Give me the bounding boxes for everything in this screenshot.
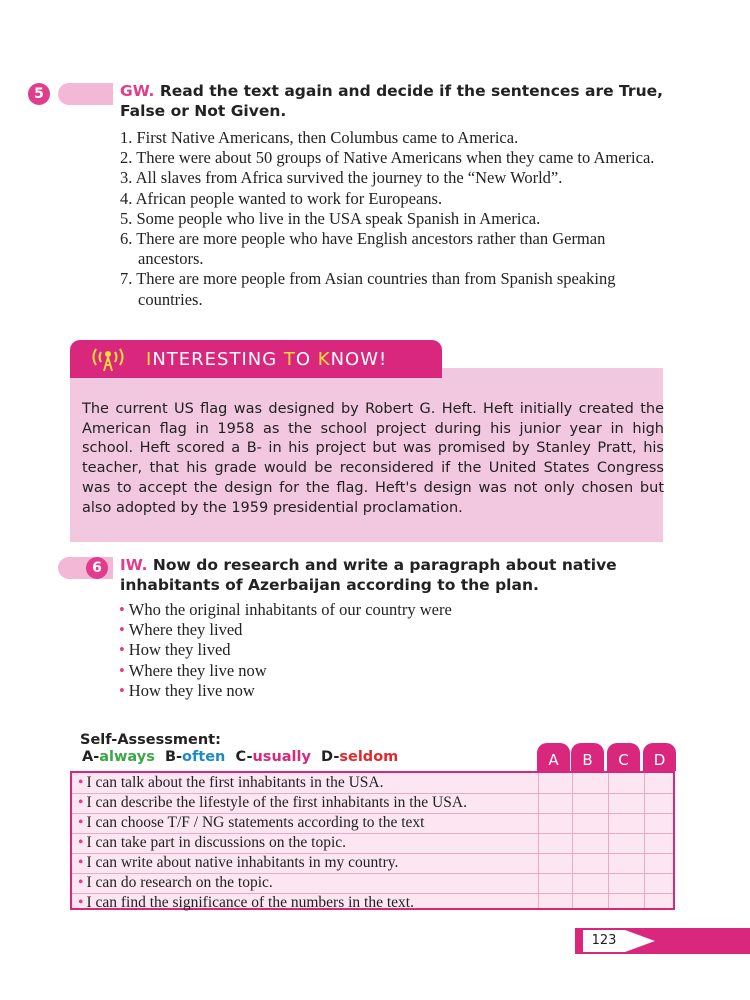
list-item: 3. All slaves from Africa survived the journey to the “New World”.	[120, 168, 563, 188]
exercise-5-instruction	[120, 81, 665, 121]
exercise-6-instruction	[120, 555, 665, 595]
list-item: 2. There were about 50 groups of Native Americans when they came to America.	[120, 148, 655, 168]
table-row: • I can describe the lifestyle of the first inhabitants in the USA.	[72, 793, 673, 814]
self-assessment-title: Self-Assessment:	[80, 732, 221, 748]
column-header-a: A	[537, 743, 570, 771]
list-item: • How they lived	[119, 640, 231, 660]
page-arrow	[625, 930, 655, 952]
list-item: 7. There are more people from Asian countries than from Spanish speaking countries.	[120, 269, 616, 309]
exercise-number: 5	[28, 83, 50, 105]
list-item: • Who the original inhabitants of our country were	[119, 600, 452, 619]
list-item: 4. African people wanted to work for Europeans.	[120, 188, 443, 208]
list-item: • Where they live now	[119, 660, 267, 680]
list-item: 5. Some people who live in the USA speak Spanish in America.	[120, 208, 541, 228]
page-number: 123	[591, 933, 617, 948]
table-row: • I can take part in discussions on the topic.	[72, 833, 673, 854]
self-assessment-table	[70, 771, 675, 910]
exercise-code: IW.	[120, 556, 148, 574]
self-assessment-legend: A-always B-often C-usually D-seldom	[82, 749, 399, 765]
column-header-b: B	[571, 743, 604, 771]
exercise-code: GW.	[120, 82, 155, 100]
table-row: • I can write about native inhabitants in my country.	[72, 853, 673, 874]
table-row: • I can choose T/F / NG statements according to the text	[72, 813, 673, 834]
column-header-c: C	[607, 743, 640, 771]
exercise-number: 6	[86, 557, 108, 579]
badge-bar	[58, 83, 113, 105]
list-item: 1. First Native Americans, then Columbus came to America.	[120, 128, 519, 147]
table-row: • I can do research on the topic.	[72, 873, 673, 894]
interesting-title: INTERESTING TO KNOW!	[146, 349, 388, 370]
exercise-5-badge	[34, 83, 113, 105]
table-row: • I can talk about the first inhabitants in the USA.	[72, 773, 673, 794]
interesting-text: The current US flag was designed by Robert G. Heft. Heft initially created the American flag in 1958 as the school project during his junior year in high school. Heft scored a B- in his project but was promised by Stanley Pratt, his teacher, that his grade would be reconsidered if the United States Congress was to accept the design for the flag. Heft's design was not only chosen but also adopted by the 1959 presidential proclamation.	[82, 401, 664, 516]
list-item: • How they live now	[119, 680, 255, 700]
exercise-6-badge	[58, 557, 113, 579]
plan-list	[119, 600, 664, 701]
instruction-text: Now do research and write a paragraph about native inhabitants of Azerbaijan according to the plan.	[120, 556, 617, 594]
list-item: 6. There are more people who have English ancestors rather than German ancestors.	[120, 229, 606, 269]
column-header-d: D	[643, 743, 676, 771]
table-row: • I can find the significance of the numbers in the text.	[78, 894, 414, 911]
instruction-text: Read the text again and decide if the sentences are True, False or Not Given.	[120, 82, 664, 120]
list-item: • Where they lived	[119, 620, 243, 640]
antenna-icon	[90, 345, 126, 373]
true-false-list	[120, 128, 665, 310]
